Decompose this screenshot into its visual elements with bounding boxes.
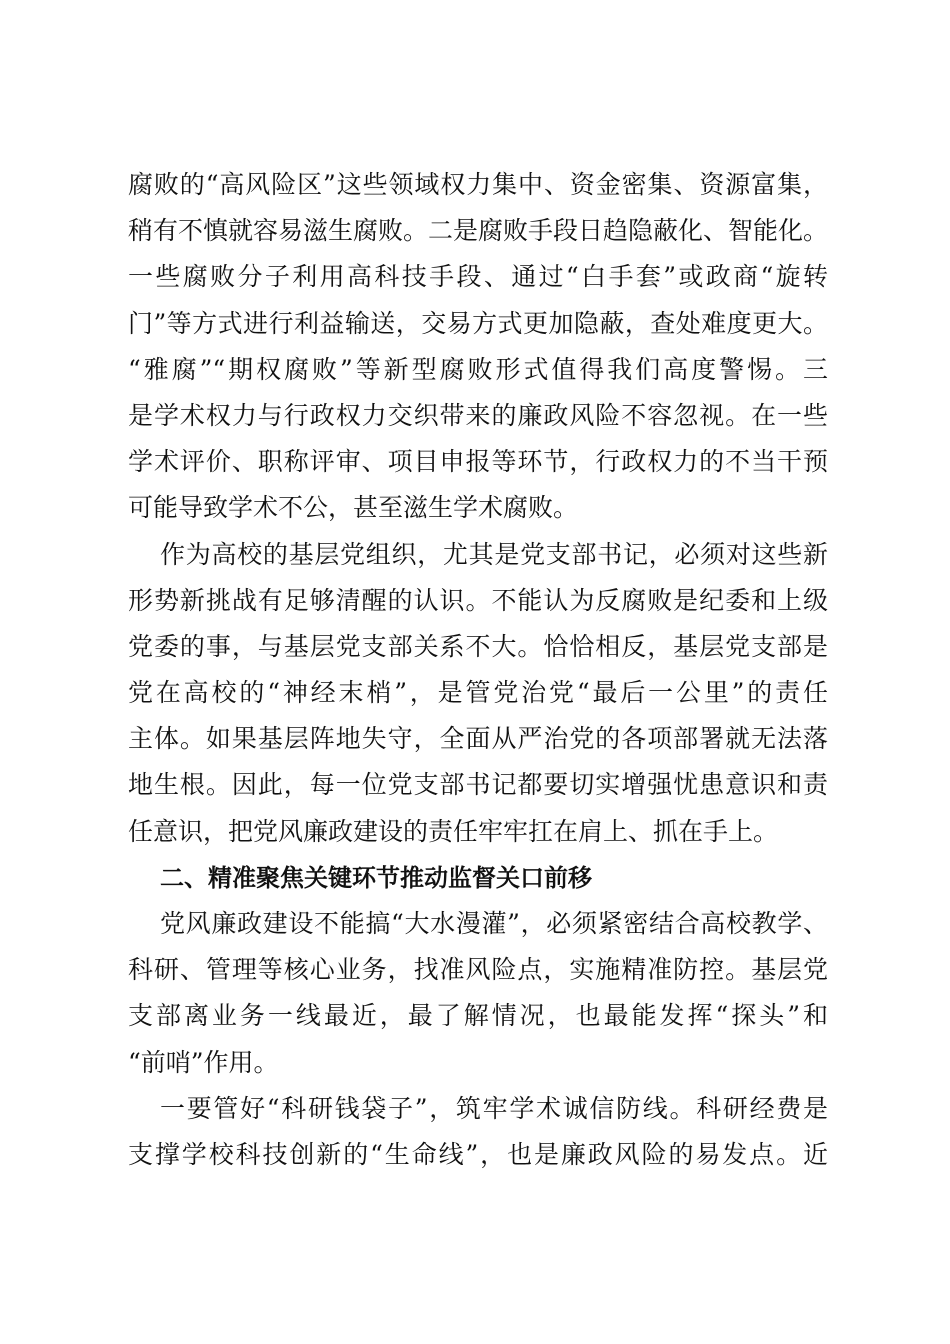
document-body: [128, 162, 828, 1178]
text-line: 任意识，把党风廉政建设的责任牢牢扛在肩上、抓在手上。: [128, 816, 779, 846]
paragraph-first-line: 一要管好“科研钱袋子”，筑牢学术诚信防线。科研经费是: [160, 1093, 828, 1123]
text-line: 主体。如果基层阵地失守，全面从严治党的各项部署就无法落: [128, 724, 828, 754]
text-line: 学术评价、职称评审、项目申报等环节，行政权力的不当干预: [128, 447, 828, 477]
text-line: 地生根。因此，每一位党支部书记都要切实增强忧患意识和责: [128, 770, 828, 800]
text-line: 党委的事，与基层党支部关系不大。恰恰相反，基层党支部是: [128, 631, 828, 661]
text-line: “雅腐”“期权腐败”等新型腐败形式值得我们高度警惕。三: [128, 354, 828, 384]
text-line: 稍有不慎就容易滋生腐败。二是腐败手段日趋隐蔽化、智能化。: [128, 216, 829, 246]
text-line: 一些腐败分子利用高科技手段、通过“白手套”或政商“旋转: [128, 262, 828, 292]
paragraph-first-line: 党风廉政建设不能搞“大水漫灌”，必须紧密结合高校教学、: [160, 909, 828, 938]
text-line: 支撑学校科技创新的“生命线”，也是廉政风险的易发点。近: [128, 1139, 828, 1169]
text-line: 是学术权力与行政权力交织带来的廉政风险不容忽视。在一些: [128, 400, 828, 430]
text-line: 党在高校的“神经末梢”，是管党治党“最后一公里”的责任: [128, 678, 828, 708]
text-line: 腐败的“高风险区”这些领域权力集中、资金密集、资源富集，: [128, 170, 828, 199]
text-line: 可能导致学术不公，甚至滋生学术腐败。: [128, 493, 579, 523]
text-line: 支部离业务一线最近，最了解情况，也最能发挥“探头”和: [128, 1001, 828, 1031]
text-line: “前哨”作用。: [128, 1047, 279, 1077]
text-line: 门”等方式进行利益输送，交易方式更加隐蔽，查处难度更大。: [128, 308, 828, 338]
text-line: 科研、管理等核心业务，找准风险点，实施精准防控。基层党: [128, 955, 828, 985]
section-heading: 二、精准聚焦关键环节推动监督关口前移: [160, 863, 592, 892]
text-line: 形势新挑战有足够清醒的认识。不能认为反腐败是纪委和上级: [128, 585, 828, 615]
paragraph-first-line: 作为高校的基层党组织，尤其是党支部书记，必须对这些新: [160, 539, 828, 569]
